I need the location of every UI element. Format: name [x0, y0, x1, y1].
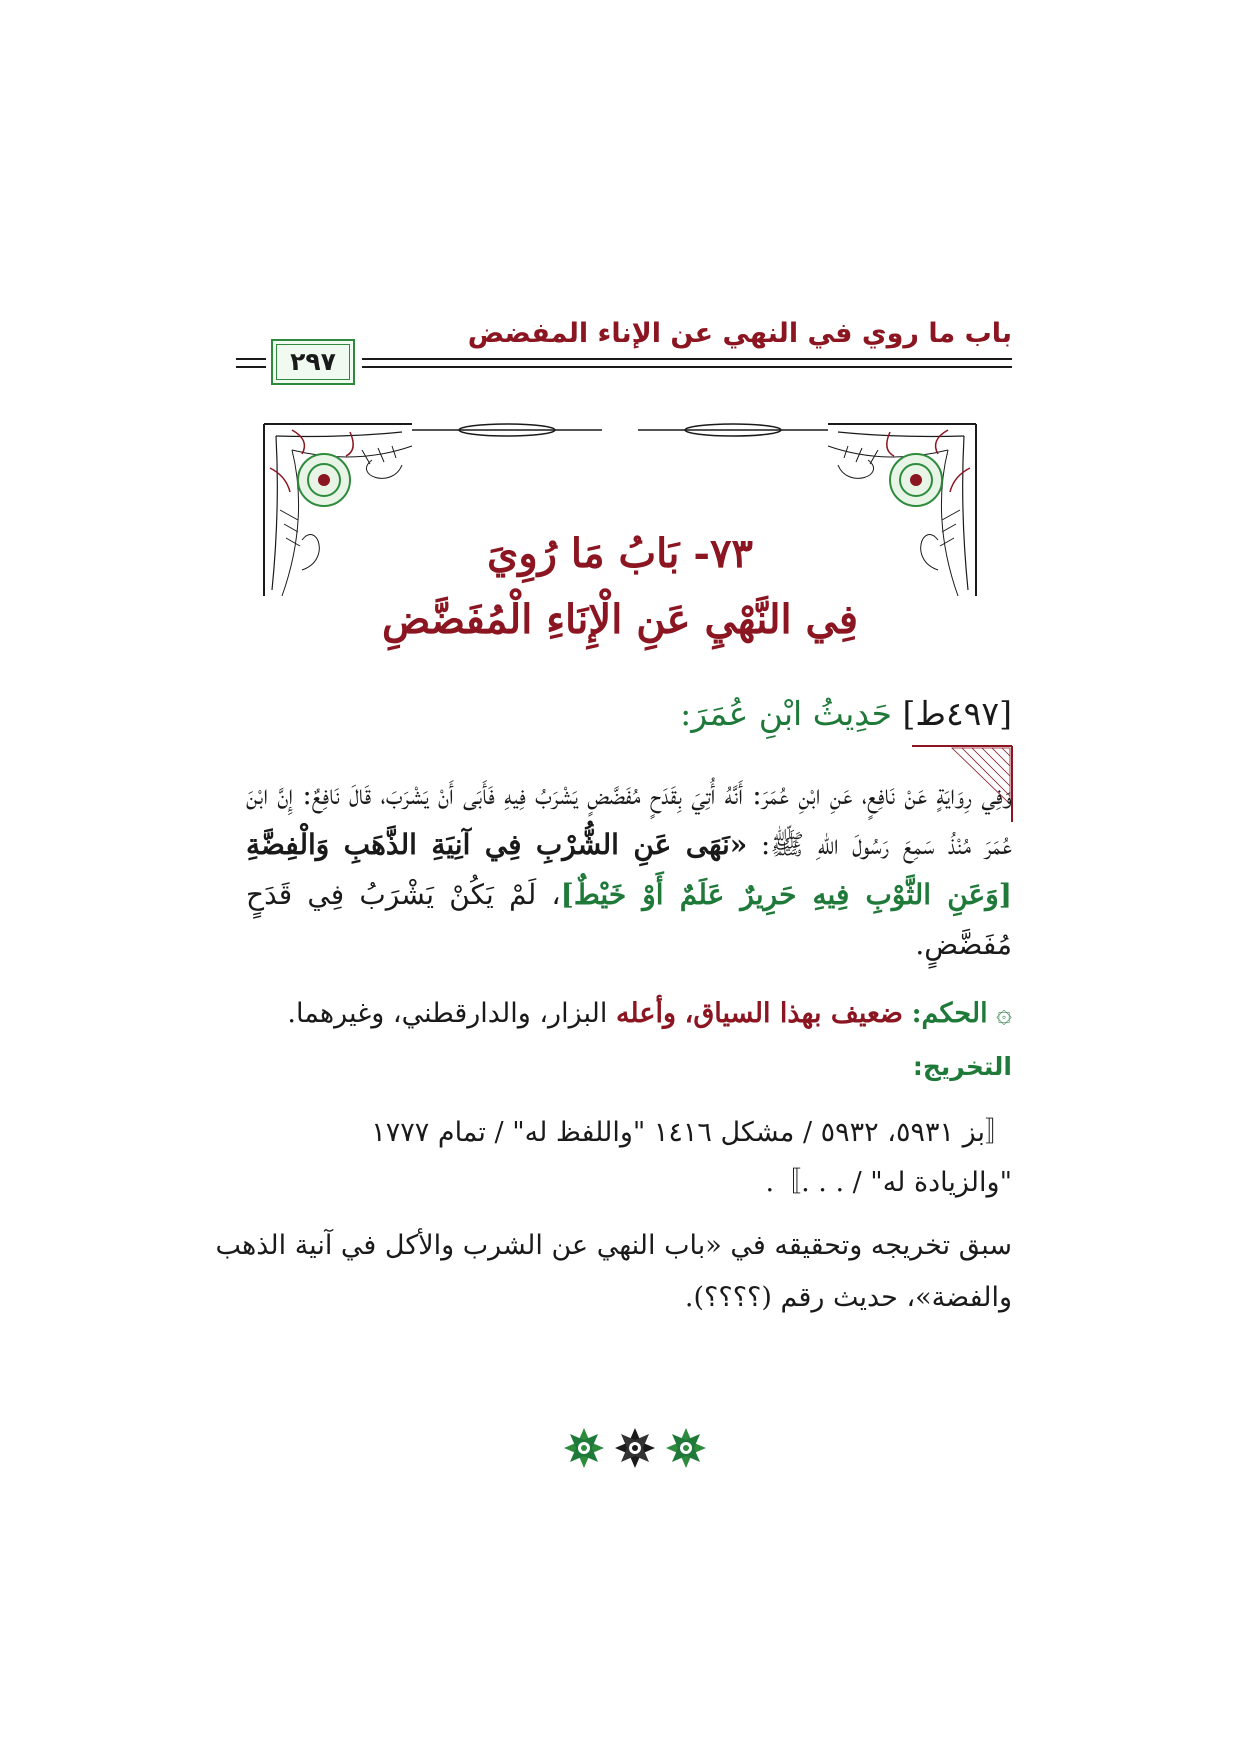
- hadith-heading: [600, 694, 1012, 733]
- hadith-text-bold: «نَهَى عَنِ الشُّرْبِ فِي آنِيَةِ الذَّهَبِ وَالْفِضَّةِ: [246, 828, 748, 861]
- section-end-ornament: [560, 1424, 710, 1472]
- chapter-title-line1: ٧٣- بَابُ مَا رُوِيَ: [487, 530, 753, 577]
- page-number: ٢٩٧: [290, 347, 336, 376]
- hadith-text-end: ، لَمْ يَكُنْ يَشْرَبُ فِي قَدَحٍ مُفَضَّضٍ.: [246, 878, 1012, 961]
- hadith-narration: [246, 770, 1012, 970]
- ruling-star-icon: ۞: [996, 998, 1012, 1029]
- ruling-illness-label: وأعله: [615, 998, 677, 1029]
- header-rule-right-top: [362, 358, 1012, 360]
- ruling-label: الحكم:: [911, 998, 988, 1029]
- takhrij-note-line1: سبق تخريجه وتحقيقه في «باب النهي عن الشرب والأكل في آنية الذهب: [215, 1230, 1012, 1261]
- header-rule-left-top: [236, 358, 266, 360]
- takhrij-line2: "والزيادة له" / . . .〛.: [765, 1167, 1012, 1198]
- narration-intro: وَفِي رِوَايَةٍ عَنْ نَافِعٍ، عَنِ ابْنِ عُمَرَ: أَنَّهُ أُتِيَ بِقَدَحٍ مُفَضَّضٍ يَشْرَبُ فِيهِ فَأَبَى أَنْ يَشْرَبَ، قَالَ نَافِعٌ: إِنَّ ابْنَ عُمَرَ مُنْذُ سَمِعَ رَسُولَ اللهِ ﷺ:: [246, 778, 1012, 861]
- chapter-title-line2: فِي النَّهْيِ عَنِ الْإِنَاءِ الْمُفَضَّضِ: [381, 596, 859, 643]
- running-header-title: باب ما روي في النهي عن الإناء المفضض: [467, 318, 1012, 349]
- ruling-verdict: ضعيف بهذا السياق،: [684, 998, 903, 1029]
- takhrij-line1: 〚بز ٥٩٣١، ٥٩٣٢ / مشكل ١٤١٦ "واللفظ له" / تمام ١٧٧٧: [371, 1117, 1012, 1148]
- header-rule-right-bottom: [362, 366, 1012, 368]
- header-rule-left-bottom: [236, 366, 266, 368]
- ruling-line: [246, 998, 1012, 1029]
- hadith-heading-name: حَدِيثُ ابْنِ عُمَرَ:: [680, 694, 893, 733]
- page-number-frame: [271, 339, 355, 385]
- takhrij-label: التخريج:: [912, 1052, 1012, 1081]
- ruling-illness-text: البزار، والدارقطني، وغيرهما.: [287, 998, 608, 1029]
- takhrij-note-line2: والفضة»، حديث رقم (؟؟؟؟).: [684, 1282, 1012, 1313]
- hadith-text-addition: [وَعَنِ الثَّوْبِ فِيهِ حَرِيرٌ عَلَمٌ أَوْ خَيْطٌ]: [560, 878, 1012, 911]
- hadith-reference: [٤٩٧ط]: [902, 694, 1012, 733]
